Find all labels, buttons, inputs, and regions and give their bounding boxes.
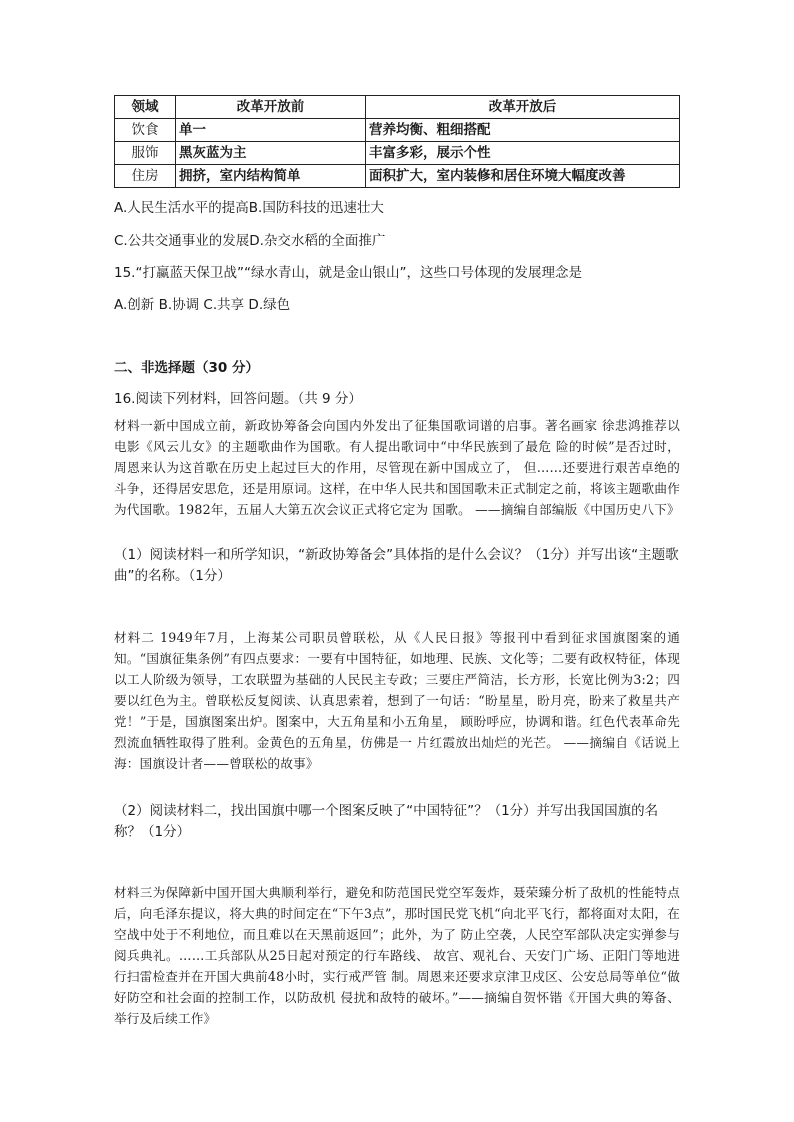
- table-cell: 黑灰蓝为主: [176, 142, 366, 165]
- table-header-cell: 领域: [115, 96, 176, 119]
- table-cell: 营养均衡、粗细搭配: [366, 119, 680, 142]
- question-2: （2）阅读材料二，找出国旗中哪一个图案反映了“中国特征”？（1分）并写出我国国旗的名称？（1分）: [114, 803, 659, 840]
- comparison-table: [114, 95, 680, 188]
- table-row: [115, 142, 680, 165]
- table-header-cell: 改革开放前: [176, 96, 366, 119]
- table-header-row: [115, 96, 680, 119]
- table-cell: 单一: [176, 119, 366, 142]
- q14-options-line1: A.人民生活水平的提高B.国防科技的迅速壮大: [114, 200, 384, 216]
- material-1: 材料一新中国成立前，新政协筹备会向国内外发出了征集国歌词谱的启事。著名画家 徐悲鸿推荐以电影《风云儿女》的主题歌曲作为国歌。有人提出歌词中“中华民族到了最危 险的时候”是否过时，周恩来认为这首歌在历史上起过巨大的作用，尽管现在新中国成立了， 但……还要进行艰苦卓绝的斗争，还得居安思危，还是用原词。这样，在中华人民共和国国歌未正式制定之前，将该主题歌曲作为代国歌。1982年，五届人大第五次会议正式将它定为 国歌。 ——摘编自部编版《中国历史八下》: [114, 418, 680, 517]
- q16-prompt: 16.阅读下列材料，回答问题。（共 9 分）: [114, 391, 362, 407]
- q14-options-line2: C.公共交通事业的发展D.杂交水稻的全面推广: [114, 233, 386, 249]
- table-row: [115, 119, 680, 142]
- q15-options: A.创新 B.协调 C.共享 D.绿色: [114, 297, 291, 313]
- material-3: 材料三为保障新中国开国大典顺利举行，避免和防范国民党空军轰炸，聂荣臻分析了敌机的性能特点后，向毛泽东提议，将大典的时间定在“下午3点”，那时国民党飞机“向北平飞行，都将面对太阳，在空战中处于不利地位，而且难以在天黑前返回”；此外，为了 防止空袭，人民空军部队决定实弹参与阅兵典礼。……工兵部队从25日起对预定的行车路线、 故宫、观礼台、天安门广场、正阳门等地进行扫雷检查并在开国大典前48小时，实行戒严管 制。周恩来还要求京津卫戍区、公安总局等单位“做好防空和社会面的控制工作，以防敌机 侵扰和敌特的破坏。”——摘编自贺怀锴《开国大典的筹备、举行及后续工作》: [114, 885, 680, 1026]
- section-title: 二、非选择题（30 分）: [114, 360, 259, 376]
- table-cell: 服饰: [115, 142, 176, 165]
- question-1: （1）阅读材料一和所学知识，“新政协筹备会”具体指的是什么会议？（1分）并写出该“主题歌曲”的名称。（1分）: [114, 547, 679, 584]
- table-cell: 饮食: [115, 119, 176, 142]
- material-2: 材料二 1949年7月，上海某公司职员曾联松，从《人民日报》等报刊中看到征求国旗图案的通知。“国旗征集条例”有四点要求：一要有中国特征，如地理、民族、文化等；二要有政权特征，体现以工人阶级为领导，工农联盟为基础的人民民主专政；三要庄严简洁，长方形，长宽比例为3:2；四要以红色为主。曾联松反复阅读、认真思索着，想到了一句话：“盼星星，盼月亮，盼来了救星共产党！”于是，国旗图案出炉。图案中，大五角星和小五角星， 顾盼呼应，协调和谐。红色代表革命先烈流血牺牲取得了胜利。金黄色的五角星，仿佛是一 片红霞放出灿烂的光芒。 ——摘编自《话说上海：国旗设计者——曾联松的故事》: [114, 630, 680, 771]
- table-cell: 住房: [115, 165, 176, 188]
- table-cell: 面积扩大，室内装修和居住环境大幅度改善: [366, 165, 680, 188]
- table-cell: 拥挤，室内结构简单: [176, 165, 366, 188]
- table-row: [115, 165, 680, 188]
- q15-stem: 15.“打赢蓝天保卫战”“绿水青山，就是金山银山”，这些口号体现的发展理念是: [114, 265, 582, 281]
- table-header-cell: 改革开放后: [366, 96, 680, 119]
- table-cell: 丰富多彩，展示个性: [366, 142, 680, 165]
